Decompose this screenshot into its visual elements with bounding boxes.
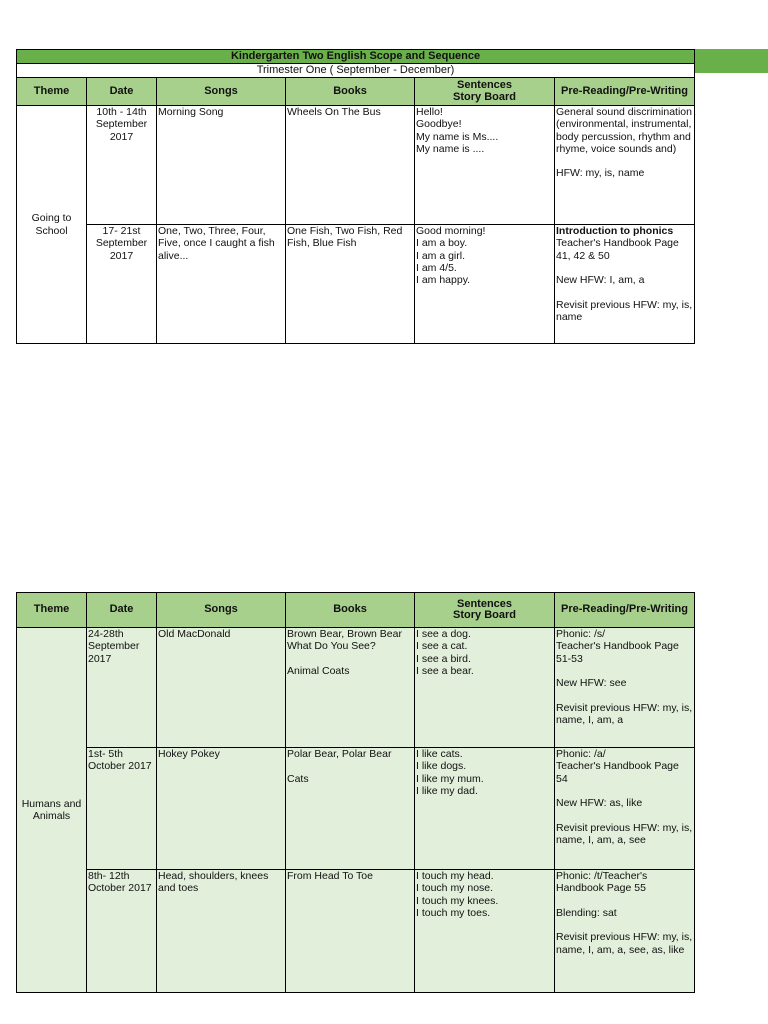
table-row <box>17 628 695 748</box>
table-row <box>17 870 695 993</box>
theme-cell: Humans and Animals <box>17 628 87 993</box>
prereading-body: Teacher's Handbook Page 41, 42 & 50 New HFW: I, am, a Revisit previous HFW: my, is, name <box>556 237 693 324</box>
prereading-cell: General sound discrimination (environmental, instrumental, body percussion, rhythm and rhyme, voice sounds and) HFW: my, is, name <box>555 106 695 225</box>
table-row <box>17 225 695 344</box>
songs-cell: Hokey Pokey <box>157 748 286 870</box>
sentences-cell: Good morning! I am a boy. I am a girl. I am 4/5. I am happy. <box>415 225 555 344</box>
header-songs: Songs <box>157 78 286 106</box>
books-cell: From Head To Toe <box>286 870 415 993</box>
prereading-cell: Phonic: /a/ Teacher's Handbook Page 54 New HFW: as, like Revisit previous HFW: my, is, name, I, am, a, see <box>555 748 695 870</box>
books-cell: Wheels On The Bus <box>286 106 415 225</box>
header-sentences: Sentences Story Board <box>415 593 555 628</box>
header-prereading: Pre-Reading/Pre-Writing <box>555 593 695 628</box>
books-cell: Brown Bear, Brown Bear What Do You See? Animal Coats <box>286 628 415 748</box>
table-row <box>17 748 695 870</box>
songs-cell: Old MacDonald <box>157 628 286 748</box>
scope-sequence-table-humans-animals <box>16 592 695 993</box>
songs-cell: One, Two, Three, Four, Five, once I caught a fish alive... <box>157 225 286 344</box>
prereading-cell: Phonic: /t/Teacher's Handbook Page 55 Blending: sat Revisit previous HFW: my, is, name, I, am, a, see, as, like <box>555 870 695 993</box>
sentences-cell: Hello! Goodbye! My name is Ms.... My name is .... <box>415 106 555 225</box>
header-books: Books <box>286 78 415 106</box>
header-sentences: Sentences Story Board <box>415 78 555 106</box>
songs-cell: Morning Song <box>157 106 286 225</box>
songs-cell: Head, shoulders, knees and toes <box>157 870 286 993</box>
header-songs: Songs <box>157 593 286 628</box>
header-date: Date <box>87 78 157 106</box>
header-prereading: Pre-Reading/Pre-Writing <box>555 78 695 106</box>
theme-cell: Going to School <box>17 106 87 344</box>
header-theme: Theme <box>17 78 87 106</box>
prereading-heading: Introduction to phonics <box>556 225 674 237</box>
date-cell: 10th - 14th September 2017 <box>87 106 157 225</box>
prereading-cell: Phonic: /s/ Teacher's Handbook Page 51-53 New HFW: see Revisit previous HFW: my, is, name, I, am, a <box>555 628 695 748</box>
books-cell: One Fish, Two Fish, Red Fish, Blue Fish <box>286 225 415 344</box>
date-cell: 24-28th September 2017 <box>87 628 157 748</box>
accent-strip <box>694 49 768 73</box>
date-cell: 1st- 5th October 2017 <box>87 748 157 870</box>
trimester-subtitle: Trimester One ( September - December) <box>17 64 695 78</box>
document-title: Kindergarten Two English Scope and Sequence <box>17 50 695 64</box>
sentences-cell: I like cats. I like dogs. I like my mum. I like my dad. <box>415 748 555 870</box>
date-cell: 17- 21st September 2017 <box>87 225 157 344</box>
table-row <box>17 106 695 225</box>
scope-sequence-table-trimester-one <box>16 49 695 344</box>
sentences-cell: I touch my head. I touch my nose. I touch my knees. I touch my toes. <box>415 870 555 993</box>
header-date: Date <box>87 593 157 628</box>
books-cell: Polar Bear, Polar Bear Cats <box>286 748 415 870</box>
prereading-cell <box>555 225 695 344</box>
date-cell: 8th- 12th October 2017 <box>87 870 157 993</box>
header-theme: Theme <box>17 593 87 628</box>
sentences-cell: I see a dog. I see a cat. I see a bird. I see a bear. <box>415 628 555 748</box>
header-books: Books <box>286 593 415 628</box>
